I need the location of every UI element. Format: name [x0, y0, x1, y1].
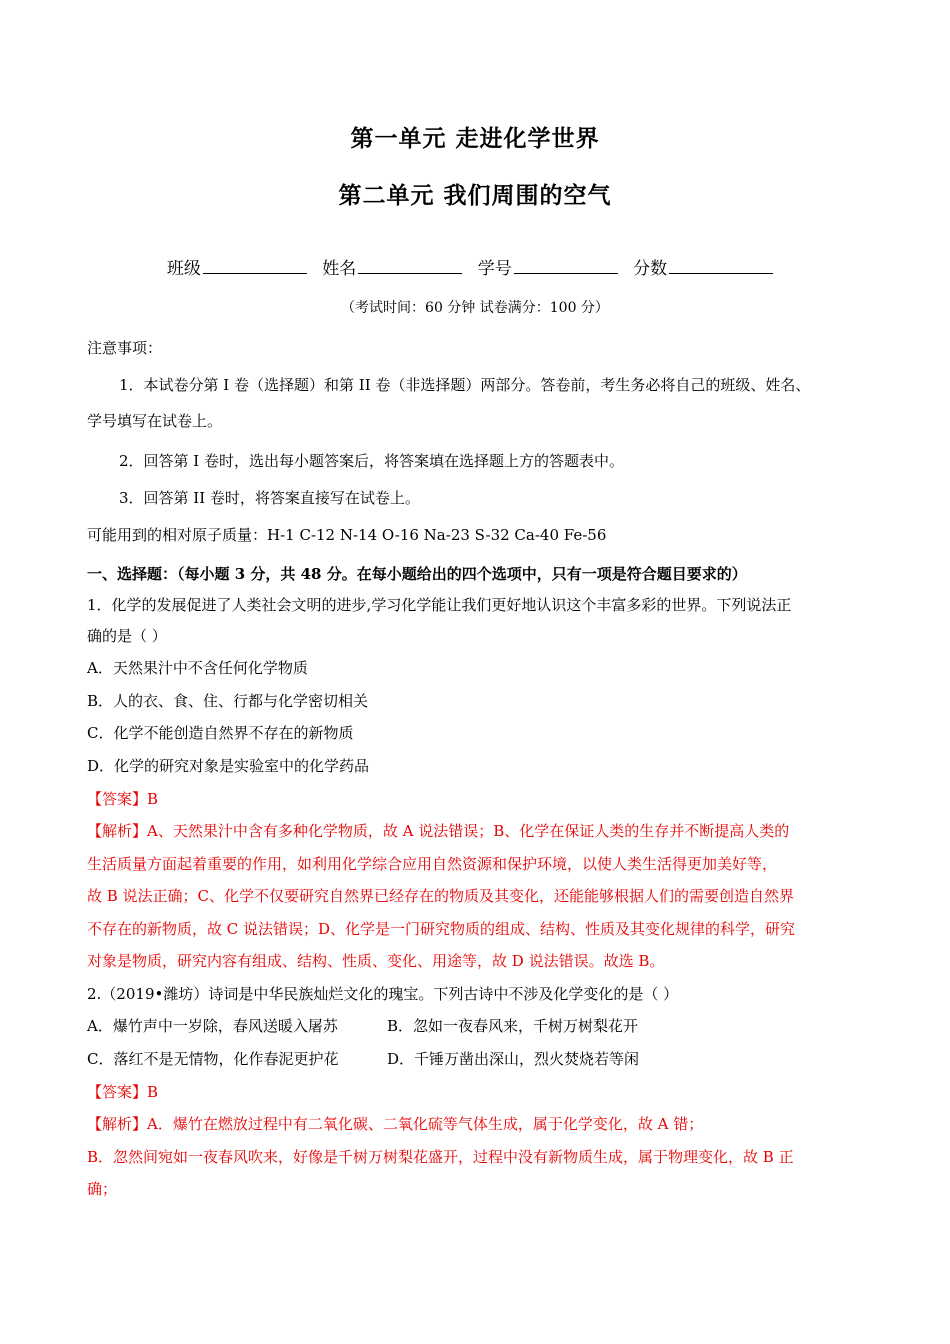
q1-option-a: A．天然果汁中不含任何化学物质 [87, 659, 308, 677]
q1-stem-line-1: 1．化学的发展促进了人类社会文明的进步,学习化学能让我们更好地认识这个丰富多彩的世界。下列说法正 [87, 596, 792, 614]
class-field [167, 257, 317, 280]
q2-options-row-1 [87, 1015, 877, 1037]
score-field [633, 257, 783, 280]
q1-analysis-line-5: 对象是物质，研究内容有组成、结构、性质、变化、用途等，故 D 说法错误。故选 B。 [87, 952, 665, 970]
title-unit-1: 第一单元 走进化学世界 [350, 126, 600, 152]
student-info-row [0, 257, 950, 280]
note-item-1-line-1: 1．本试卷分第 I 卷（选择题）和第 II 卷（非选择题）两部分。答卷前，考生务必将自己的班级、姓名、 [119, 376, 811, 394]
note-item-3: 3．回答第 II 卷时，将答案直接写在试卷上。 [119, 489, 420, 507]
q2-options-row-2 [87, 1048, 877, 1070]
note-item-2: 2．回答第 I 卷时，选出每小题答案后，将答案填在选择题上方的答题表中。 [119, 452, 625, 470]
score-blank[interactable] [669, 257, 773, 274]
title-unit-2: 第二单元 我们周围的空气 [338, 183, 612, 209]
name-blank[interactable] [358, 257, 462, 274]
q1-analysis-line-4: 不存在的新物质，故 C 说法错误；D、化学是一门研究物质的组成、结构、性质及其变化规律的科学，研究 [87, 920, 796, 938]
q2-stem: 2.（2019•潍坊）诗词是中华民族灿烂文化的瑰宝。下列古诗中不涉及化学变化的是（ ） [87, 985, 679, 1003]
q2-analysis-line-1: 【解析】A．爆竹在燃放过程中有二氧化碳、二氧化硫等气体生成，属于化学变化，故 A 错； [87, 1115, 704, 1133]
notes-heading: 注意事项： [87, 339, 163, 357]
student-id-field [478, 257, 628, 280]
q2-analysis-line-3: 确； [87, 1180, 118, 1198]
section-1-heading: 一、选择题：（每小题 3 分，共 48 分。在每小题给出的四个选项中，只有一项是符合题目要求的） [87, 565, 747, 583]
q1-answer: 【答案】B [87, 790, 159, 808]
score-label: 分数 [633, 259, 668, 279]
q2-option-c: C．落红不是无情物，化作春泥更护花 [87, 1050, 339, 1068]
q1-option-d: D．化学的研究对象是实验室中的化学药品 [87, 757, 370, 775]
q1-analysis-line-1: 【解析】A、天然果汁中含有多种化学物质，故 A 说法错误；B、化学在保证人类的生存并不断提高人类的 [87, 822, 790, 840]
q2-analysis-line-2: B．忽然间宛如一夜春风吹来，好像是千树万树梨花盛开，过程中没有新物质生成，属于物理变化，故 B 正 [87, 1148, 794, 1166]
student-id-label: 学号 [477, 259, 512, 279]
q1-option-b: B．人的衣、食、住、行都与化学密切相关 [87, 692, 369, 710]
note-item-1-line-2: 学号填写在试卷上。 [87, 412, 223, 430]
q1-stem-line-2: 确的是（ ） [87, 627, 167, 645]
q2-option-b: B．忽如一夜春风来，千树万树梨花开 [387, 1017, 639, 1035]
q1-analysis-line-3: 故 B 说法正确；C、化学不仅要研究自然界已经存在的物质及其变化，还能能够根据人们的需要创造自然界 [87, 887, 795, 905]
name-field [322, 257, 472, 280]
q1-option-c: C．化学不能创造自然界不存在的新物质 [87, 724, 354, 742]
atomic-masses: 可能用到的相对原子质量：H-1 C-12 N-14 O-16 Na-23 S-32 Ca-40 Fe-56 [87, 526, 607, 544]
student-id-blank[interactable] [514, 257, 618, 274]
q1-analysis-line-2: 生活质量方面起着重要的作用，如利用化学综合应用自然资源和保护环境，以使人类生活得更加美好等， [87, 855, 778, 873]
q2-option-a: A．爆竹声中一岁除，春风送暖入屠苏 [87, 1017, 338, 1035]
name-label: 姓名 [322, 259, 357, 279]
exam-meta: （考试时间：60 分钟 试卷满分：100 分） [341, 300, 609, 316]
q2-answer: 【答案】B [87, 1083, 159, 1101]
class-blank[interactable] [203, 257, 307, 274]
q2-option-d: D．千锤万凿出深山，烈火焚烧若等闲 [387, 1050, 640, 1068]
class-label: 班级 [166, 259, 201, 279]
